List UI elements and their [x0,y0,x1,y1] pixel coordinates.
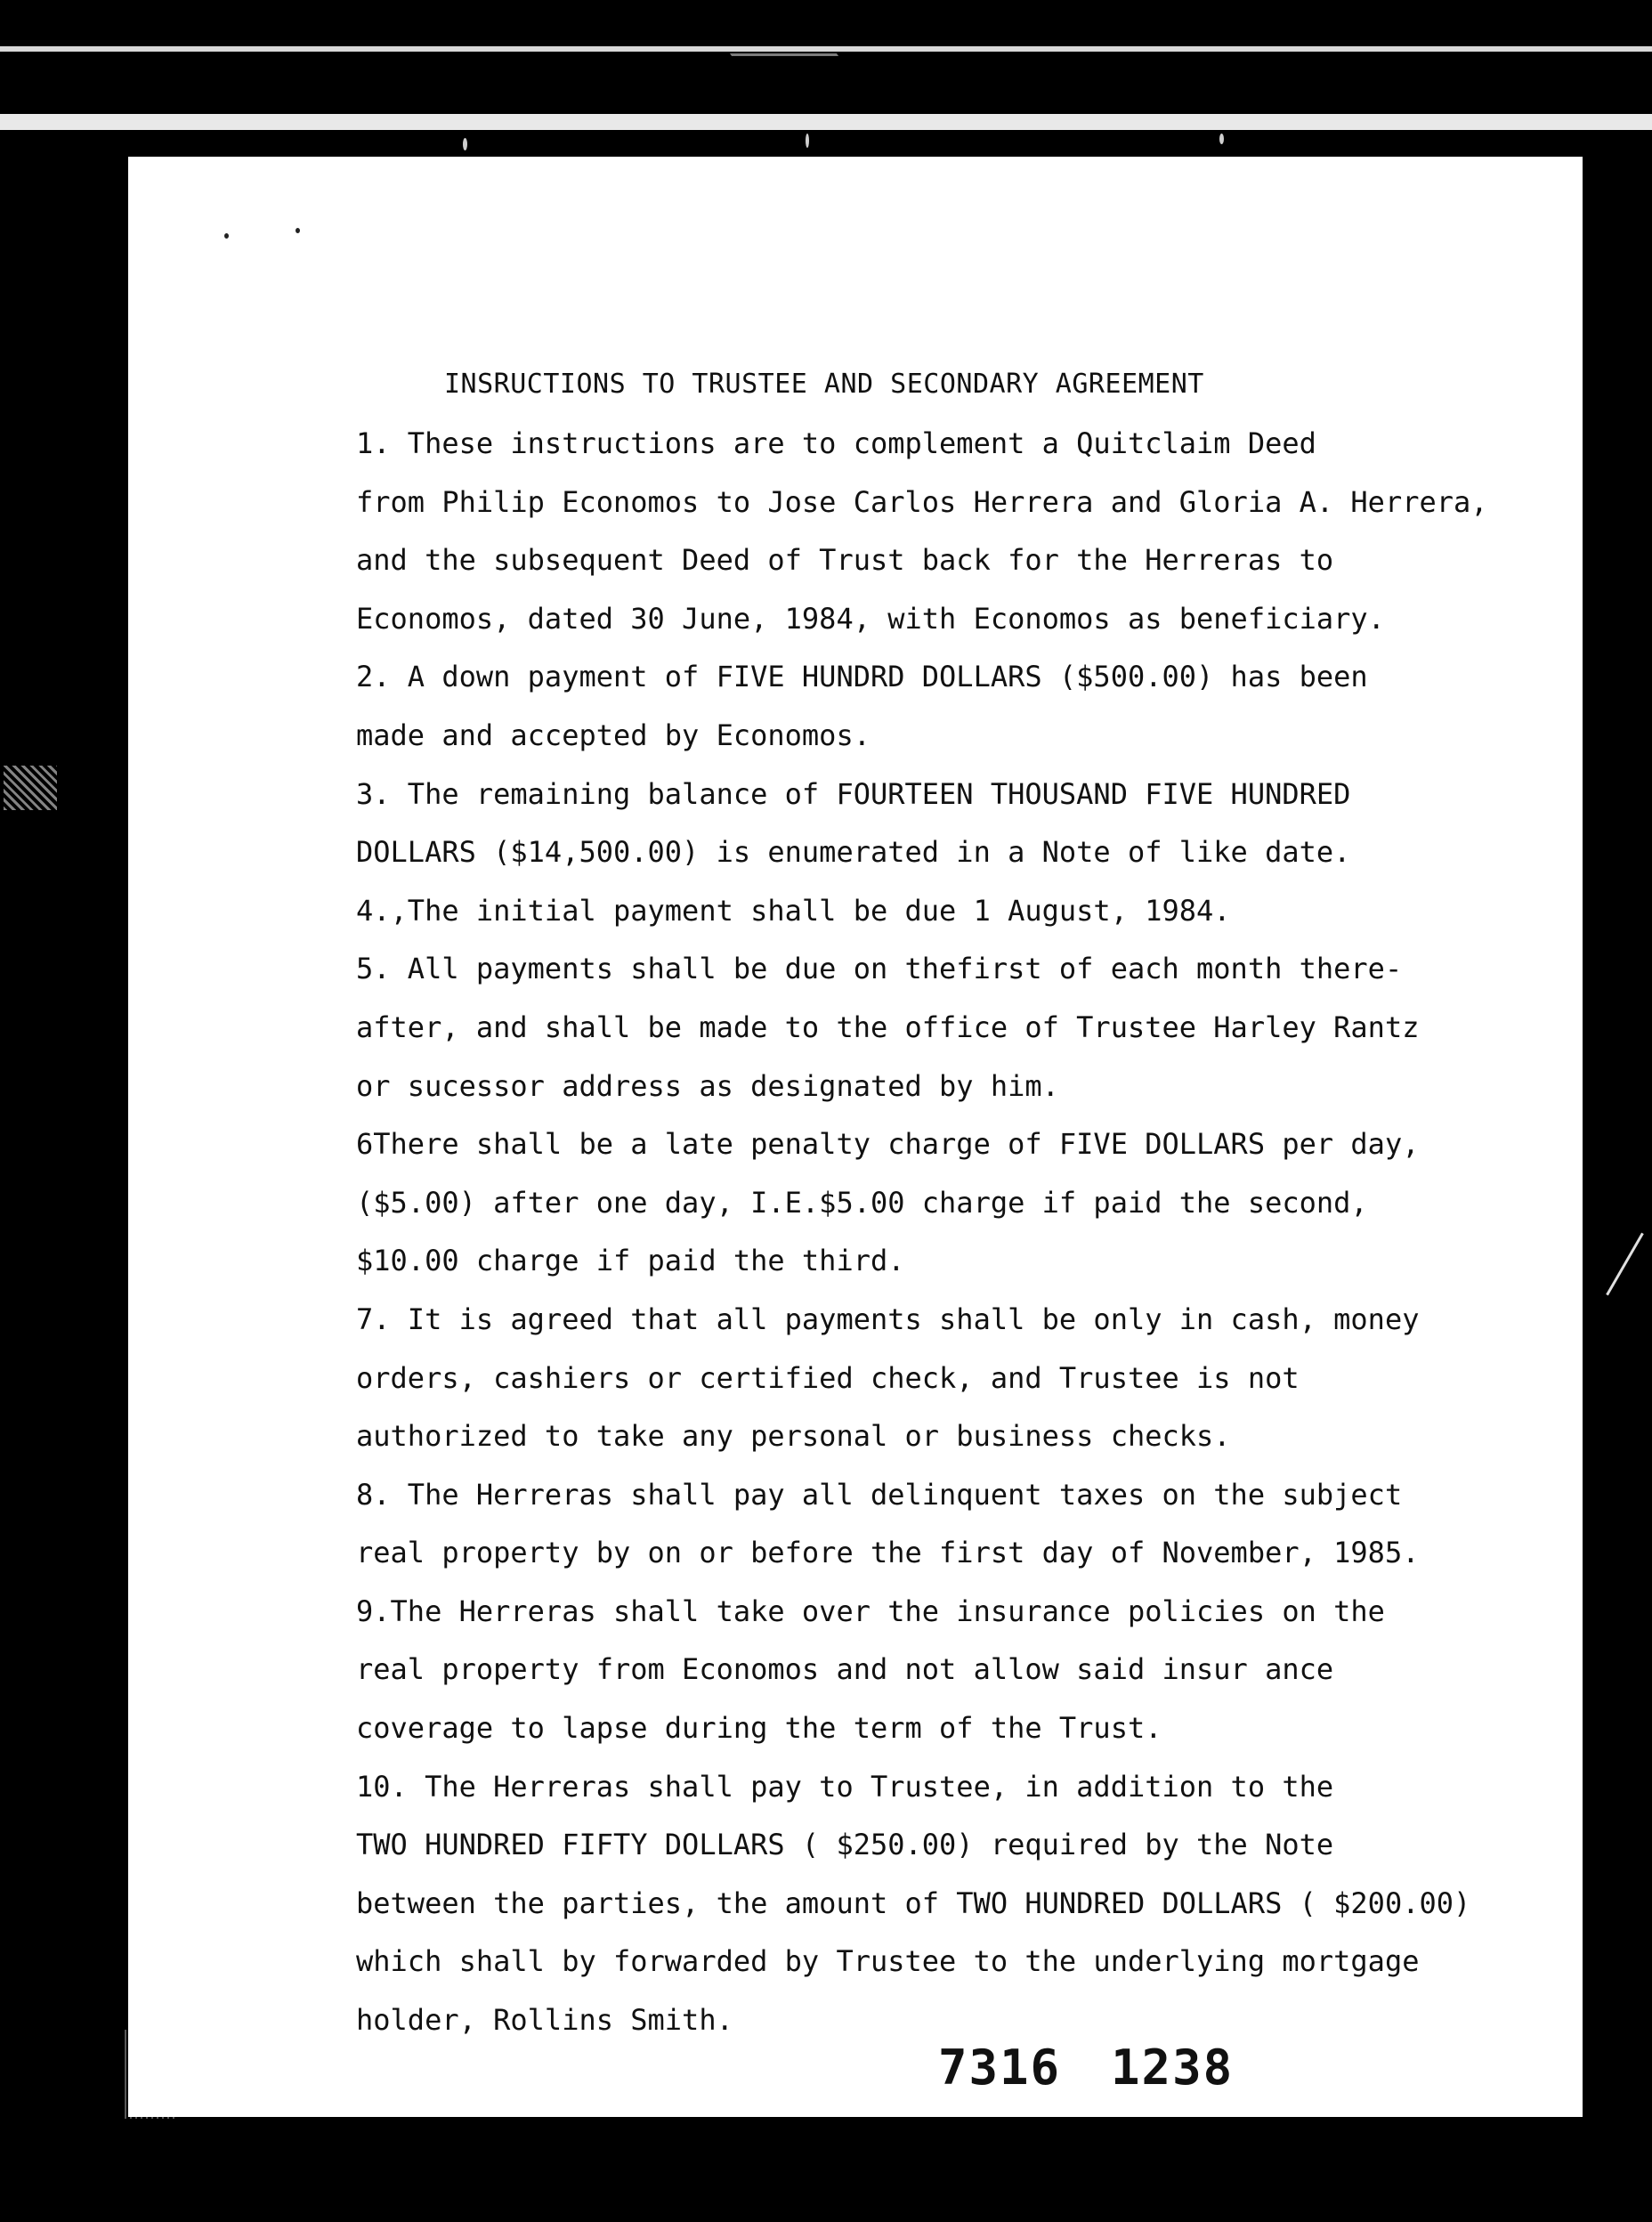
scan-speck [1219,134,1224,144]
body-line: Economos, dated 30 June, 1984, with Economos as beneficiary. [356,601,1385,636]
document-body [356,415,1540,2050]
stamp-page-number: 1238 [1111,2040,1235,2096]
body-line: 10. The Herreras shall pay to Trustee, in addition to the [356,1769,1334,1804]
body-line: 6There shall be a late penalty charge of FIVE DOLLARS per day, [356,1127,1420,1162]
body-line: between the parties, the amount of TWO HUNDRED DOLLARS ( $200.00) [356,1885,1471,1920]
body-line: authorized to take any personal or business checks. [356,1419,1231,1454]
scan-mark [1606,1233,1644,1296]
scan-speck [806,134,809,148]
body-line: ($5.00) after one day, I.E.$5.00 charge if paid the second, [356,1185,1368,1220]
recording-stamp [938,2040,1234,2096]
body-line: 3. The remaining balance of FOURTEEN THOUSAND FIVE HUNDRED [356,776,1351,811]
scan-noise [4,766,57,810]
body-line: $10.00 charge if paid the third. [356,1244,905,1278]
body-line: DOLLARS ($14,500.00) is enumerated in a Note of like date. [356,835,1351,870]
scan-speck [463,138,467,150]
document-title: INSRUCTIONS TO TRUSTEE AND SECONDARY AGREEMENT [444,369,1204,400]
body-line: 2. A down payment of FIVE HUNDRD DOLLARS ($500.00) has been [356,660,1368,694]
body-line: real property by on or before the first day of November, 1985. [356,1536,1420,1570]
body-line: after, and shall be made to the office of Trustee Harley Rantz [356,1010,1420,1044]
body-line: 5. All payments shall be due on thefirst of each month there- [356,952,1403,986]
body-line: real property from Economos and not allow said insur ance [356,1652,1334,1687]
page-speck [224,233,229,239]
body-line: 1. These instructions are to complement a Quitclaim Deed [356,426,1316,460]
page-speck [296,228,300,233]
body-line: coverage to lapse during the term of the Trust. [356,1711,1162,1746]
body-line: 4.,The initial payment shall be due 1 August, 1984. [356,893,1231,928]
body-line: or sucessor address as designated by him. [356,1068,1059,1103]
stamp-book-number: 7316 [938,2040,1062,2096]
body-line: 9.The Herreras shall take over the insurance policies on the [356,1594,1385,1628]
body-line: and the subsequent Deed of Trust back for the Herreras to [356,543,1334,578]
body-line: 8. The Herreras shall pay all delinquent taxes on the subject [356,1477,1403,1512]
body-line: holder, Rollins Smith. [356,2003,733,2038]
document-page [128,157,1583,2117]
scan-edge-band [0,114,1652,130]
body-line: which shall by forwarded by Trustee to the underlying mortgage [356,1944,1420,1979]
body-line: made and accepted by Economos. [356,718,871,752]
body-line: from Philip Economos to Jose Carlos Herrera and Gloria A. Herrera, [356,484,1488,519]
body-line: 7. It is agreed that all payments shall be only in cash, money [356,1302,1420,1336]
body-line: orders, cashiers or certified check, and Trustee is not [356,1360,1300,1395]
body-line: TWO HUNDRED FIFTY DOLLARS ( $250.00) required by the Note [356,1828,1334,1862]
